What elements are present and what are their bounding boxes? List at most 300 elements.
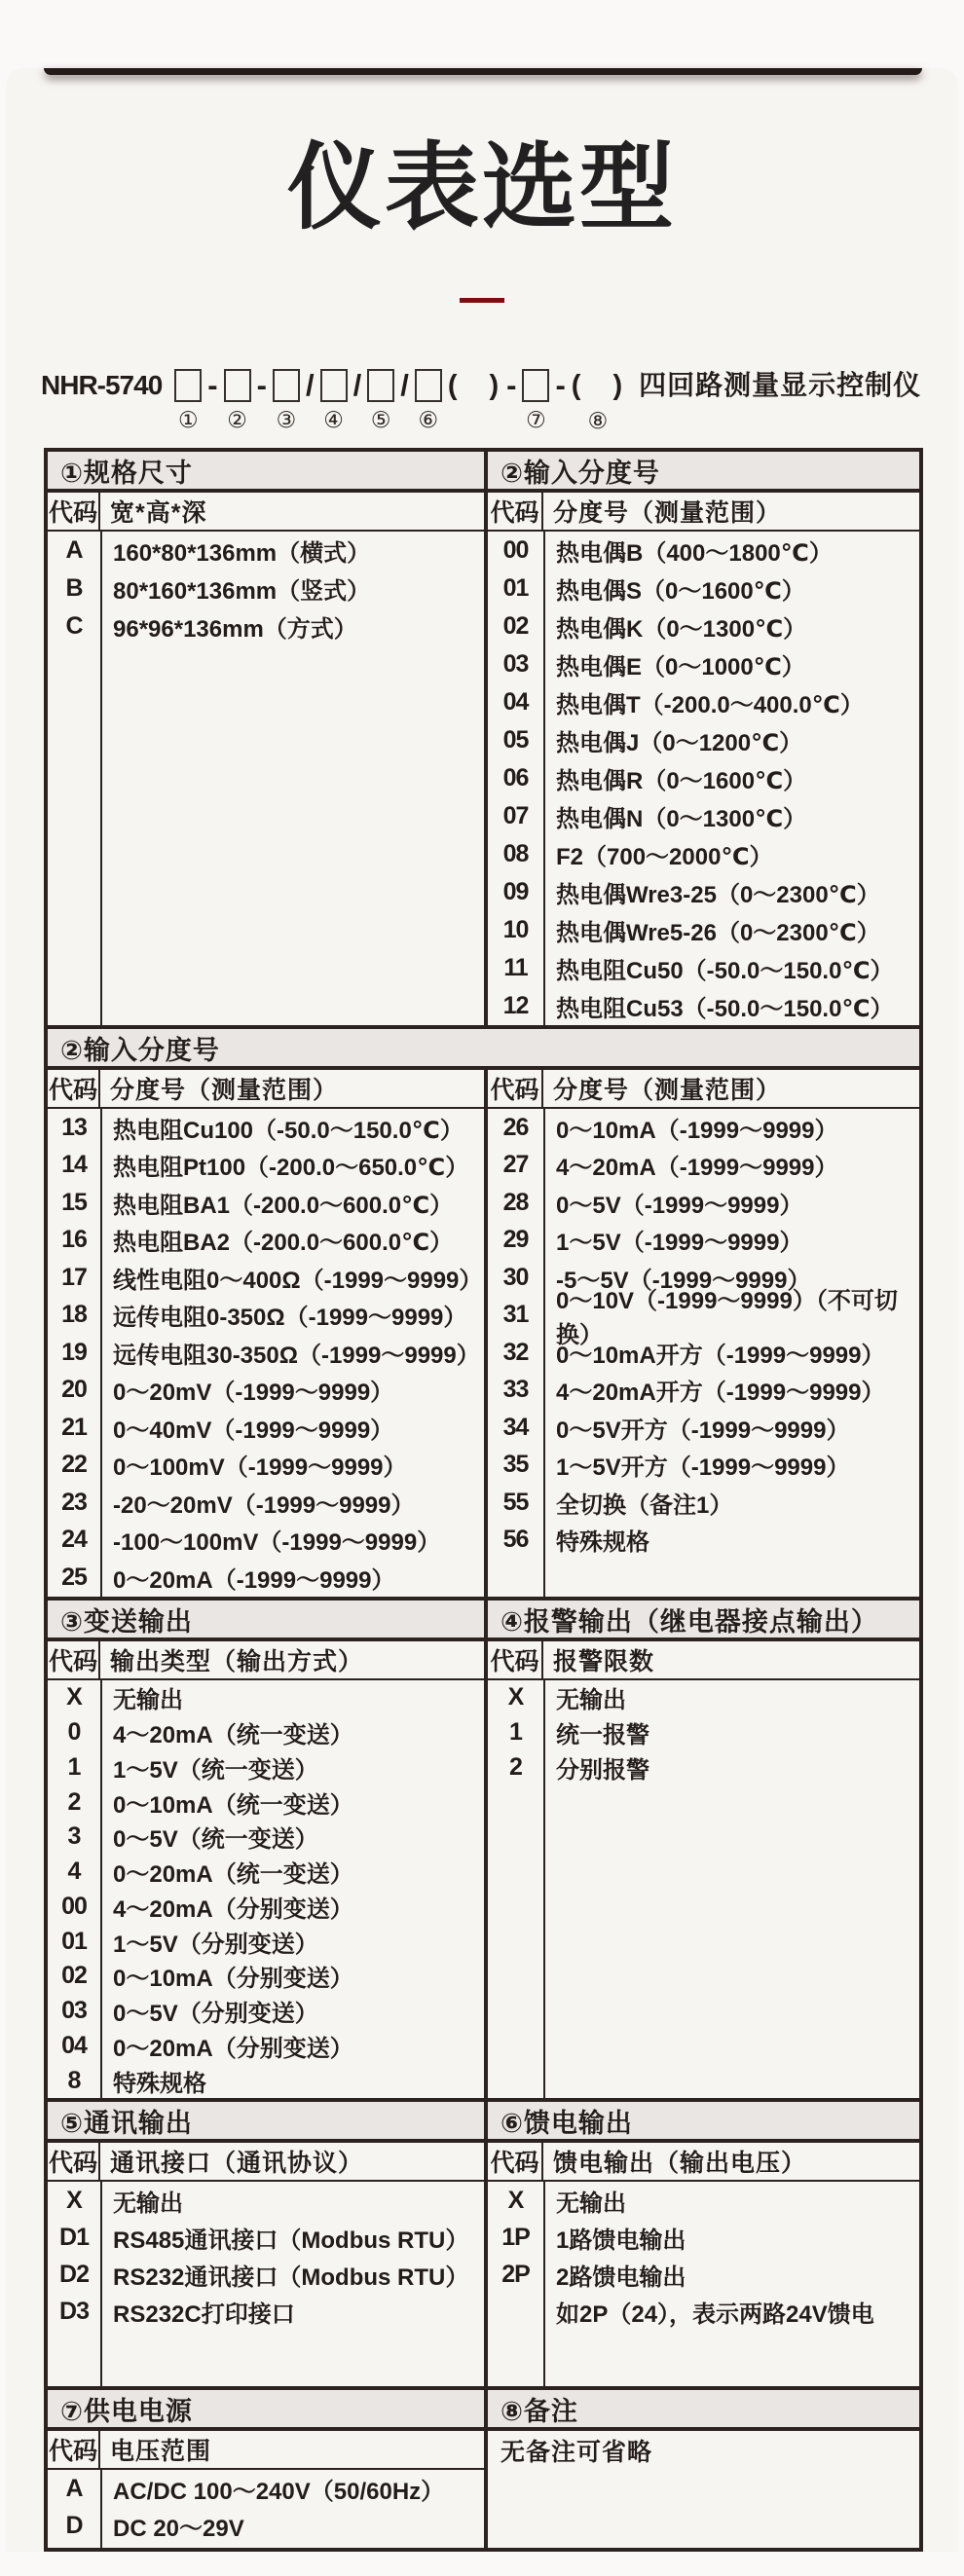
table-row [48,1184,484,1222]
description-cell: 4～20mA（-1999～9999） [556,1155,838,1182]
table-row [48,1680,484,1715]
code-cell: D [65,2511,83,2539]
description-cell: 热电偶S（0～1600℃） [556,578,805,605]
model-prefix: NHR-5740 [41,370,163,400]
rows-area [48,1109,484,1597]
table-row [488,1522,919,1560]
code-cell: A [65,536,83,564]
rows-area [488,1109,919,1597]
model-segment [224,368,251,432]
table-row [488,797,919,835]
section-half-left [48,2143,488,2386]
table-row [488,1715,919,1750]
code-cell: 2P [501,2260,530,2288]
code-cell: 2 [509,1752,522,1781]
code-cell: 11 [503,954,528,981]
column-header-label: 电压范围 [110,2438,212,2465]
description-cell: 1～5V（分别变送） [113,1931,318,1958]
description-cell: 热电阻BA1（-200.0～600.0℃） [113,1192,454,1219]
description-cell: 1路馈电输出 [556,2226,686,2254]
table-row [48,1409,484,1447]
code-cell: D1 [59,2223,89,2251]
description-cell: 2路馈电输出 [556,2263,686,2291]
description-cell: -20～20mV（-1999～9999） [113,1491,415,1519]
description-cell: 热电偶E（0～1000℃） [556,654,805,681]
model-circle-number: ⑧ [587,408,609,433]
rows-area [488,532,919,1025]
model-circle-number: ⑤ [370,407,391,432]
column-header-label: 输出类型（输出方式） [110,1648,364,1675]
column-header-code: 代码 [48,2431,100,2468]
description-cell: 热电阻Cu50（-50.0～150.0℃） [556,958,894,984]
section-body [48,2431,919,2548]
description-cell: 热电阻Cu100（-50.0～150.0℃） [113,1117,463,1144]
description-cell: 0～40mV（-1999～9999） [113,1417,394,1444]
model-separator: / [400,368,409,402]
code-cell: 26 [502,1113,529,1141]
column-header-code: 代码 [48,2143,100,2180]
description-cell: 无输出 [113,2190,183,2217]
table-row [48,1855,484,1890]
table-row [48,2507,484,2544]
table-row [488,987,919,1025]
column-header-code: 代码 [488,1641,543,1678]
section-band [48,1597,919,1641]
code-cell: 08 [502,840,529,867]
table-row [488,835,919,873]
table-row [48,1447,484,1485]
code-cell: 18 [61,1301,87,1329]
code-cell: 05 [502,726,529,754]
rows-area [48,532,484,1025]
table-row [488,1109,919,1147]
code-cell: 02 [502,612,529,640]
table-row [488,2182,919,2219]
table-row [48,1994,484,2029]
description-cell: F2（700～2000℃） [556,844,773,870]
code-cell: X [507,1683,524,1711]
model-paren: ( ) [447,370,501,401]
code-cell: 31 [502,1301,529,1329]
table-row [48,1820,484,1855]
section-band-label: ⑥馈电输出 [501,2108,633,2138]
table-row [488,2219,919,2256]
model-paren: ( ) [571,370,625,401]
table-row [48,2470,484,2507]
description-cell: RS232C打印接口 [113,2300,295,2328]
section-band [48,2098,919,2143]
column-header-code: 代码 [48,1070,100,1107]
code-cell: 30 [502,1263,529,1291]
description-cell: 0～10V（-1999～9999）（不可切换） [556,1287,898,1348]
section-half-left [48,2431,488,2548]
column-header-row [48,2431,484,2470]
description-cell: 远传电阻30-350Ω（-1999～9999） [113,1342,480,1369]
table-row [488,1372,919,1410]
code-cell: D3 [59,2297,89,2325]
table-section [48,1597,919,2098]
section-body [48,1641,919,2098]
code-cell: 17 [61,1263,87,1291]
table-row [48,1715,484,1750]
section-band [48,2386,919,2431]
description-cell: 0～20mA（分别变送） [113,2035,353,2062]
column-header-row [48,1641,484,1680]
code-cell: 29 [502,1226,529,1254]
selection-table [44,448,923,2552]
code-cell: A [65,2474,83,2502]
description-cell: 0～5V（统一变送） [113,1826,318,1854]
section-band-label: ④报警输出（继电器接点输出） [501,1606,878,1637]
description-cell: -100～100mV（-1999～9999） [113,1529,441,1557]
section-band-label: ①规格尺寸 [48,452,488,489]
model-separator: / [305,368,315,402]
column-header-label: 报警限数 [553,1648,655,1675]
description-cell: 热电偶T（-200.0～400.0℃） [556,692,864,718]
code-cell: 0 [67,1718,81,1747]
code-cell: 2 [67,1787,81,1816]
description-cell: 4～20mA（统一变送） [113,1722,353,1749]
column-header-row [488,1641,919,1680]
model-code-box [522,369,549,402]
table-row [48,2256,484,2293]
table-row [488,1184,919,1222]
code-cell: 01 [61,1927,87,1955]
table-row [488,873,919,911]
description-cell: 4～20mA（分别变送） [113,1895,353,1923]
table-row [48,2029,484,2064]
table-row [48,1297,484,1335]
table-row [488,759,919,797]
table-row [48,2182,484,2219]
code-cell: 07 [502,802,529,829]
description-cell: 热电偶K（0～1300℃） [556,616,807,643]
description-cell: 4～20mA开方（-1999～9999） [556,1380,885,1407]
table-row [488,949,919,987]
rows-area [48,2182,484,2386]
description-cell: RS232通讯接口（Modbus RTU） [113,2263,469,2291]
description-cell: 如2P（24），表示两路24V馈电 [556,2300,874,2328]
section-band-label: ⑦供电电源 [48,2390,488,2427]
code-cell: 32 [502,1338,529,1366]
table-row [488,1750,919,1785]
model-code-line [41,368,958,433]
code-cell: 27 [502,1151,529,1179]
description-cell: DC 20～29V [113,2515,244,2542]
description-cell: 热电偶J（0～1200℃） [556,730,803,756]
section-band [48,1025,919,1070]
section-body [48,493,919,1025]
column-header-row [48,493,484,532]
code-cell: 04 [61,2031,87,2059]
content-card [6,68,958,2552]
table-row [488,532,919,570]
model-separator: - [207,368,218,402]
model-segment [273,368,300,432]
description-cell: 特殊规格 [113,2070,206,2097]
model-separator: - [506,368,517,402]
model-separator: - [256,368,267,402]
table-row [48,1959,484,1994]
model-code-box [415,369,442,402]
table-row [488,1484,919,1522]
section-band-label: ③变送输出 [48,1601,488,1638]
table-row [48,532,484,570]
column-header-code: 代码 [488,2143,543,2180]
code-cell: 55 [502,1488,529,1516]
table-row [48,1222,484,1260]
table-row [488,1287,919,1348]
section-band [48,452,919,493]
table-section [48,452,919,1025]
code-cell: 1P [501,2223,530,2251]
section-body [48,1070,919,1597]
description-cell: 96*96*136mm（方式） [113,616,357,643]
code-cell: 04 [502,688,529,716]
header-bar [44,68,922,75]
description-cell: 0～5V（-1999～9999） [556,1192,803,1219]
code-cell: 02 [61,1962,87,1990]
column-header-row [488,2143,919,2182]
table-row [48,1484,484,1522]
code-cell: X [66,1683,82,1711]
column-header-label: 宽*高*深 [110,499,207,527]
code-cell: 1 [67,1752,81,1781]
description-cell: 0～20mA（统一变送） [113,1861,353,1889]
code-cell: 35 [502,1451,529,1479]
table-row [488,2256,919,2293]
code-cell: 34 [502,1413,529,1441]
table-row [48,2293,484,2330]
table-row [488,911,919,949]
section-half-right [488,2143,919,2386]
description-cell: 0～10mA开方（-1999～9999） [556,1342,885,1369]
model-segments [171,368,627,433]
code-cell: 1 [509,1718,522,1747]
column-header-code: 代码 [48,493,100,530]
description-cell: RS485通讯接口（Modbus RTU） [113,2226,469,2254]
description-cell: AC/DC 100～240V（50/60Hz） [113,2478,445,2505]
table-row [488,721,919,759]
table-row [48,1924,484,1959]
table-row [48,1522,484,1560]
model-segment [367,368,394,432]
description-cell: 热电偶B（400～1800℃） [556,540,833,567]
table-row [488,645,919,683]
code-cell: 12 [502,992,529,1019]
code-cell: 16 [61,1226,87,1254]
table-row [48,1750,484,1785]
description-cell: 1～5V（-1999～9999） [556,1230,803,1257]
description-cell: 无输出 [556,2190,626,2217]
description-cell: 0～10mA（-1999～9999） [556,1117,838,1144]
description-cell: 热电阻Pt100（-200.0～650.0℃） [113,1155,469,1182]
section-band-label: ②输入分度号 [501,458,660,488]
model-segment [448,368,501,409]
code-cell: 3 [67,1822,81,1851]
table-row [48,2219,484,2256]
code-cell: 4 [67,1858,81,1886]
model-segment [572,368,624,433]
description-cell: 80*160*136mm（竖式） [113,578,371,605]
code-cell: 21 [61,1413,87,1441]
column-header-row [488,493,919,532]
model-code-box [174,369,202,402]
table-section [48,1025,919,1597]
description-cell: 热电阻BA2（-200.0～600.0℃） [113,1230,454,1257]
table-row [488,1334,919,1372]
column-header-label: 分度号（测量范围） [553,499,782,527]
code-cell: 06 [502,764,529,791]
code-cell: 14 [61,1151,87,1179]
code-cell: 8 [67,2066,81,2094]
description-cell: 0～20mV（-1999～9999） [113,1380,394,1407]
code-cell: B [65,574,83,602]
column-header-label: 分度号（测量范围） [110,1077,339,1104]
table-row [48,1559,484,1597]
column-header-row [48,1070,484,1109]
model-segment [415,368,442,432]
model-segment [320,368,348,432]
table-row [48,1334,484,1372]
code-cell: 28 [502,1188,529,1216]
description-cell: 热电偶R（0～1600℃） [556,768,807,794]
model-circle-number: ⑥ [418,407,439,432]
model-code-box [320,369,348,402]
table-row [48,2063,484,2098]
section-half-left [48,1641,488,2098]
rows-area [488,1680,919,2098]
description-cell: 热电偶N（0～1300℃） [556,806,807,832]
description-cell: 统一报警 [556,1722,649,1749]
code-cell: 13 [61,1113,87,1141]
description-cell: -5～5V（-1999～9999） [556,1267,811,1294]
code-cell: X [66,2186,82,2214]
code-cell: 09 [502,878,529,905]
rows-area [48,2470,484,2548]
table-row [48,1372,484,1410]
table-row [488,2293,919,2330]
section-band-label: ⑧备注 [501,2396,578,2426]
description-cell: 0～5V开方（-1999～9999） [556,1417,850,1444]
model-code-box [273,369,300,402]
column-header-code: 代码 [488,493,543,530]
section-half-left [48,1070,488,1597]
model-code-box [224,369,251,402]
model-circle-number: ③ [276,407,297,432]
table-row [488,683,919,721]
table-row [48,570,484,607]
code-cell: 00 [61,1892,87,1920]
description-cell: 远传电阻0-350Ω（-1999～9999） [113,1305,467,1332]
table-row [488,570,919,607]
section-half-right [488,1070,919,1597]
description-cell: 线性电阻0～400Ω（-1999～9999） [113,1267,483,1294]
model-suffix: 四回路测量显示控制仪 [639,370,922,400]
section-half-left [48,493,488,1025]
model-segment [522,368,549,432]
table-row [48,1109,484,1147]
model-circle-number: ② [227,407,247,432]
code-cell: 25 [61,1563,87,1591]
rows-area [488,2182,919,2386]
code-cell: 20 [61,1376,87,1404]
model-separator: - [555,368,566,402]
rows-area [48,1680,484,2098]
note-text: 无备注可省略 [501,2439,653,2466]
table-row [48,1259,484,1297]
description-cell: 0～100mV（-1999～9999） [113,1454,407,1482]
column-header-label: 通讯接口（通讯协议） [110,2150,364,2177]
code-cell: C [65,612,83,640]
model-circle-number: ④ [323,407,344,432]
column-header-label: 馈电输出（输出电压） [553,2150,807,2177]
section-band-label: ②输入分度号 [60,1035,220,1065]
table-row [488,1222,919,1260]
description-cell: 0～10mA（统一变送） [113,1791,353,1819]
code-cell: 10 [502,916,529,943]
description-cell: 热电阻Cu53（-50.0～150.0℃） [556,996,894,1022]
table-row [488,1409,919,1447]
model-segment [174,368,202,432]
section-body [48,2143,919,2386]
code-cell: 03 [61,1997,87,2025]
red-divider [460,298,504,303]
description-cell: 无输出 [113,1687,183,1714]
model-separator: / [352,368,362,402]
description-cell: 160*80*136mm（横式） [113,540,371,567]
description-cell: 1～5V开方（-1999～9999） [556,1454,850,1482]
code-cell: D2 [59,2260,89,2288]
column-header-code: 代码 [48,1641,100,1678]
description-cell: 分别报警 [556,1756,649,1784]
code-cell: 15 [61,1188,87,1216]
code-cell: 23 [61,1488,87,1516]
column-header-code: 代码 [488,1070,543,1107]
description-cell: 无输出 [556,1687,626,1714]
description-cell: 0～5V（分别变送） [113,2001,318,2028]
section-half-right [488,493,919,1025]
description-cell: 热电偶Wre3-25（0～2300℃） [556,882,880,908]
table-row [48,1785,484,1820]
table-section [48,2386,919,2548]
model-circle-number: ⑦ [526,407,546,432]
code-cell: 33 [502,1376,529,1404]
code-cell: 24 [61,1526,87,1554]
rows-area [488,2431,919,2509]
table-row [488,1147,919,1185]
table-row [488,1447,919,1485]
column-header-row [488,1070,919,1109]
code-cell: 56 [502,1526,529,1554]
description-cell: 1～5V（统一变送） [113,1756,318,1784]
description-cell: 全切换（备注1） [556,1491,733,1519]
code-cell: 22 [61,1451,87,1479]
description-cell: 0～10mA（分别变送） [113,1966,353,1993]
column-header-label: 分度号（测量范围） [553,1077,782,1104]
model-code-box [367,369,394,402]
description-cell: 特殊规格 [556,1529,649,1557]
description-cell: 热电偶Wre5-26（0～2300℃） [556,920,880,946]
page-title: 仪表选型 [287,134,677,240]
table-section [48,2098,919,2386]
column-header-row [48,2143,484,2182]
code-cell: X [507,2186,524,2214]
table-row [48,607,484,645]
table-row [488,1680,919,1715]
table-row [48,1890,484,1925]
table-row [48,1147,484,1185]
